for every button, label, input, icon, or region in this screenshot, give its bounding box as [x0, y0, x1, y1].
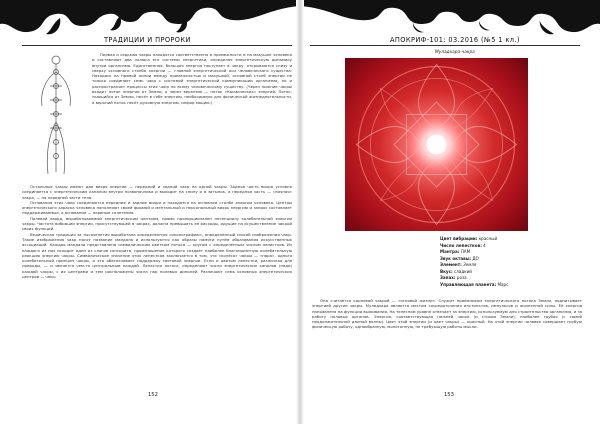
- property-value: роза: [456, 275, 467, 280]
- decorative-ornament-left: [0, 0, 300, 40]
- property-label: Число лепестков:: [440, 242, 482, 248]
- intro-paragraph: [92, 52, 292, 105]
- book-gutter: [296, 0, 304, 424]
- property-value: красный: [478, 236, 498, 241]
- property-value: ДО: [472, 255, 479, 261]
- property-label: Цвет вибрации:: [440, 236, 478, 241]
- header-rule: [22, 45, 292, 46]
- image-caption: Муладхара-чакра: [435, 50, 475, 55]
- header-rule: [310, 45, 580, 46]
- muladhara-mandala-image: [345, 58, 528, 231]
- paragraph: Ведическая традиция за тысячелетия выработала определённую «иконографию», определённый способ изображения чакр. Такие изображения чакр носят название мандала и используются как образы памяти путём образования искусственных ассоциаций. Каждая мандала представлена символическим цветком лотоса — кругом с определённым числом лепестков. Из каждого из них исходит один из слогов санскрита, произношение которого создаёт наиболее благоприятную колебательную реакцию энергию чакры. Символическое значение этих лепестков заключается в том, что «колёса» чакры — «пара», одного колебательный принцип чакры, и это обеспечивает поддержку световой энергии. Если и цветом лепестки, различная для природы, — и является чем-то центральным каждой. Лепестки лотоса, определяют число энергетических каналов (нади) каждой чакры, с их центрами и тем расположены числа пар полевых диполей. Различают семь основных энергетических центров — чакр:: [22, 231, 292, 280]
- property-label: Мантра:: [440, 249, 460, 254]
- property-value: ЛАМ: [460, 249, 471, 254]
- property-label: Вкус:: [440, 268, 453, 274]
- property-row: [440, 282, 508, 289]
- paragraph: Полевой хаорд, вырабатываемый энергетическим центром, прямо пропорционален потенциалу колебательной энергии чакры. Частота вибрации энергии, присутствующей в чакрах, должна превышать её расходы, идущие на осуществление чакрой своих функций.: [22, 215, 292, 232]
- intro-text: Первая и седьмая чакры находятся соответственно в промежности и на макушке человека и составляют два полюса его системы энергетики, определяя энергетическую динамику внутри организма. Единственная, большая энергия поступает в чакру, открываются снизу и сверху основного столба энергии — главной энергетической оси человеческого существа. Находясь на прямой линии между промежностью и макушкой, основной столб энергии не только соединяет семь чакр с системой энергетической коммуникации организма, но и распространяет процессы этих чакр по всему человеческому существу. (Через нижние чакры входит поток энергии от Земли, а через верхнюю — поток «Космических» энергий. Поток, льющийся от Земли, несёт в себе энергию, необходимую для физической жизнедеятельности, а верхний поток несёт духовную энергию, инфор мацию.): [92, 52, 292, 105]
- property-value: Земля: [463, 262, 477, 267]
- property-label: Запах:: [440, 275, 456, 280]
- property-value: сладкий: [453, 268, 472, 274]
- chakra-properties-list: [440, 236, 508, 288]
- property-value: 4: [483, 242, 486, 248]
- page-number: 153: [444, 392, 454, 398]
- running-header: АПОКРИФ-101: 03.2016 (№5 1 кл.): [390, 36, 520, 44]
- right-text-column: [312, 298, 582, 330]
- paragraph: Она считается корневой чакрой — «основой жизни». Служит приёмником энергетического потока Земли, подпитывает энергией другие чакры. Муладхара является местом сосредоточения инстинктов, импульсов и жизненной силы. Её энергия направлена на функции выживания. На телесном уровне отвечает за энергию, используемую для строительства организма, и за работу половых органов. Энергия, соответствующая нижней чакре (и стихии Земли), наиболее грубая (с самой продолжительной длиной волны). Цвет этой энергии (и цвет чакры) — красный. На этой энергии человек совершает грубую физическую работу, однообразную, монотонную, не требующую работы мысли.: [312, 298, 582, 330]
- chakra-body-figure-illustration: [34, 52, 78, 180]
- main-text-column: [22, 184, 292, 279]
- paragraph: Основания этих чакр соединяются передние и задние вихри и находятся на основном столбе энергии человека. Центры энергетического хараска человека наполняют своей формой и ментальный и персональный вихрь энергию и запрос составляет поддерживаемые, а основание — нервные сплетения.: [22, 199, 292, 216]
- paragraph: Остальные чакры имеют два вихря энергии — передний и задний чакр на одной чакры. Задняя часть вихря условно соединяется с энергетическим каналом внутри позвоночника и выходит на спину и в затылок, а передняя часть — «личная» чакра, — на передней части тела.: [22, 184, 292, 200]
- property-value: Марс: [497, 281, 509, 287]
- running-header: ТРАДИЦИИ И ПРОРОКИ: [104, 36, 191, 44]
- mandala-artwork: [345, 58, 528, 231]
- property-label: Элемент:: [440, 262, 462, 267]
- decorative-ornament-right: [300, 0, 600, 40]
- property-label: Звук октавы:: [440, 255, 472, 261]
- page-number: 152: [148, 392, 158, 398]
- property-label: Управляющая планета:: [440, 281, 497, 287]
